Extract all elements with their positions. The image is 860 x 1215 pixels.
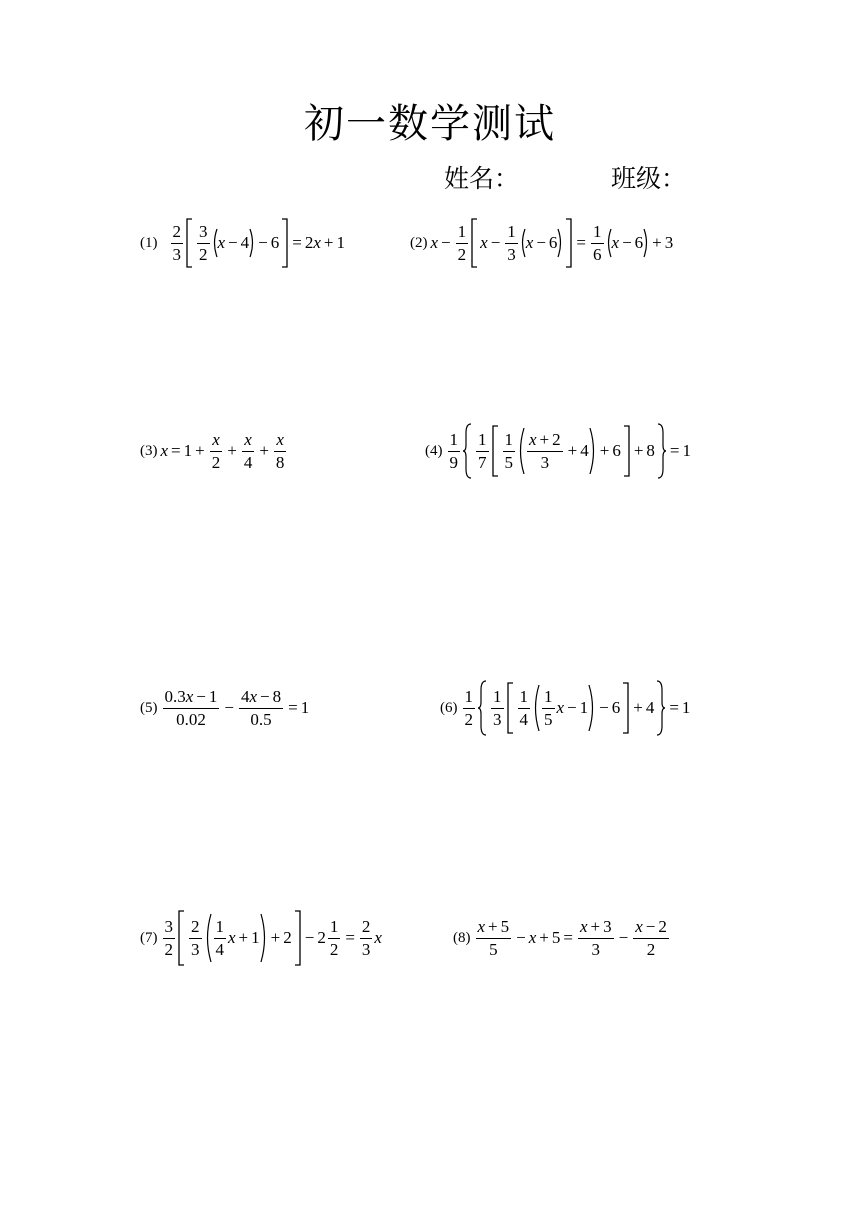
class-label: 班级： (611, 164, 687, 193)
problem-1: (1) $\frac{2}{3}$ $\frac{3}{2}$ x − 4 − 6 = 2 x + 1 (140, 213, 345, 273)
student-info (444, 166, 686, 191)
problem-number: (6) (440, 699, 458, 716)
problem-4: (4) $\frac{1}{9}$ $\frac{1}{7}$ $\frac{1}{5}$ $\frac{x + 2}{3}$ + 4 + 6 + 8 = 1 (425, 421, 691, 481)
problem-7: (7) $\frac{3}{2}$ $\frac{2}{3}$ $\frac{1}{4}$ x + 1 + 2 − 2 $\frac{1}{2}$ = $\frac{2}{3}$ x (140, 908, 382, 968)
problem-number: (1) (140, 234, 158, 251)
problem-6: (6) $\frac{1}{2}$ $\frac{1}{3}$ $\frac{1}{4}$ $\frac{1}{5}$ x − 1 − 6 + 4 = 1 (440, 678, 690, 738)
problem-2: (2) x − $\frac{1}{2}$ x − $\frac{1}{3}$ x − 6 = $\frac{1}{6}$ x − 6 + 3 (410, 213, 673, 273)
problem-number: (2) (410, 234, 428, 251)
problem-8: (8) $\frac{x + 5}{5}$ − x + 5 = $\frac{x + 3}{3}$ − $\frac{x - 2}{2}$ (453, 916, 667, 959)
problem-number: (8) (453, 929, 471, 946)
problem-number: (3) (140, 442, 158, 459)
problem-number: (7) (140, 929, 158, 946)
name-label: 姓名： (444, 164, 520, 193)
problem-5: (5) $\frac{0.3x - 1}{0.02}$ − $\frac{4x - 8}{0.5}$ = 1 (140, 686, 310, 729)
problem-number: (5) (140, 699, 158, 716)
problem-3: (3) x = 1 + $\frac{x}{2}$ + $\frac{x}{4}$ + $\frac{x}{8}$ (140, 429, 285, 472)
problem-number: (4) (425, 442, 443, 459)
page-title: 初一数学测试 (304, 101, 556, 147)
